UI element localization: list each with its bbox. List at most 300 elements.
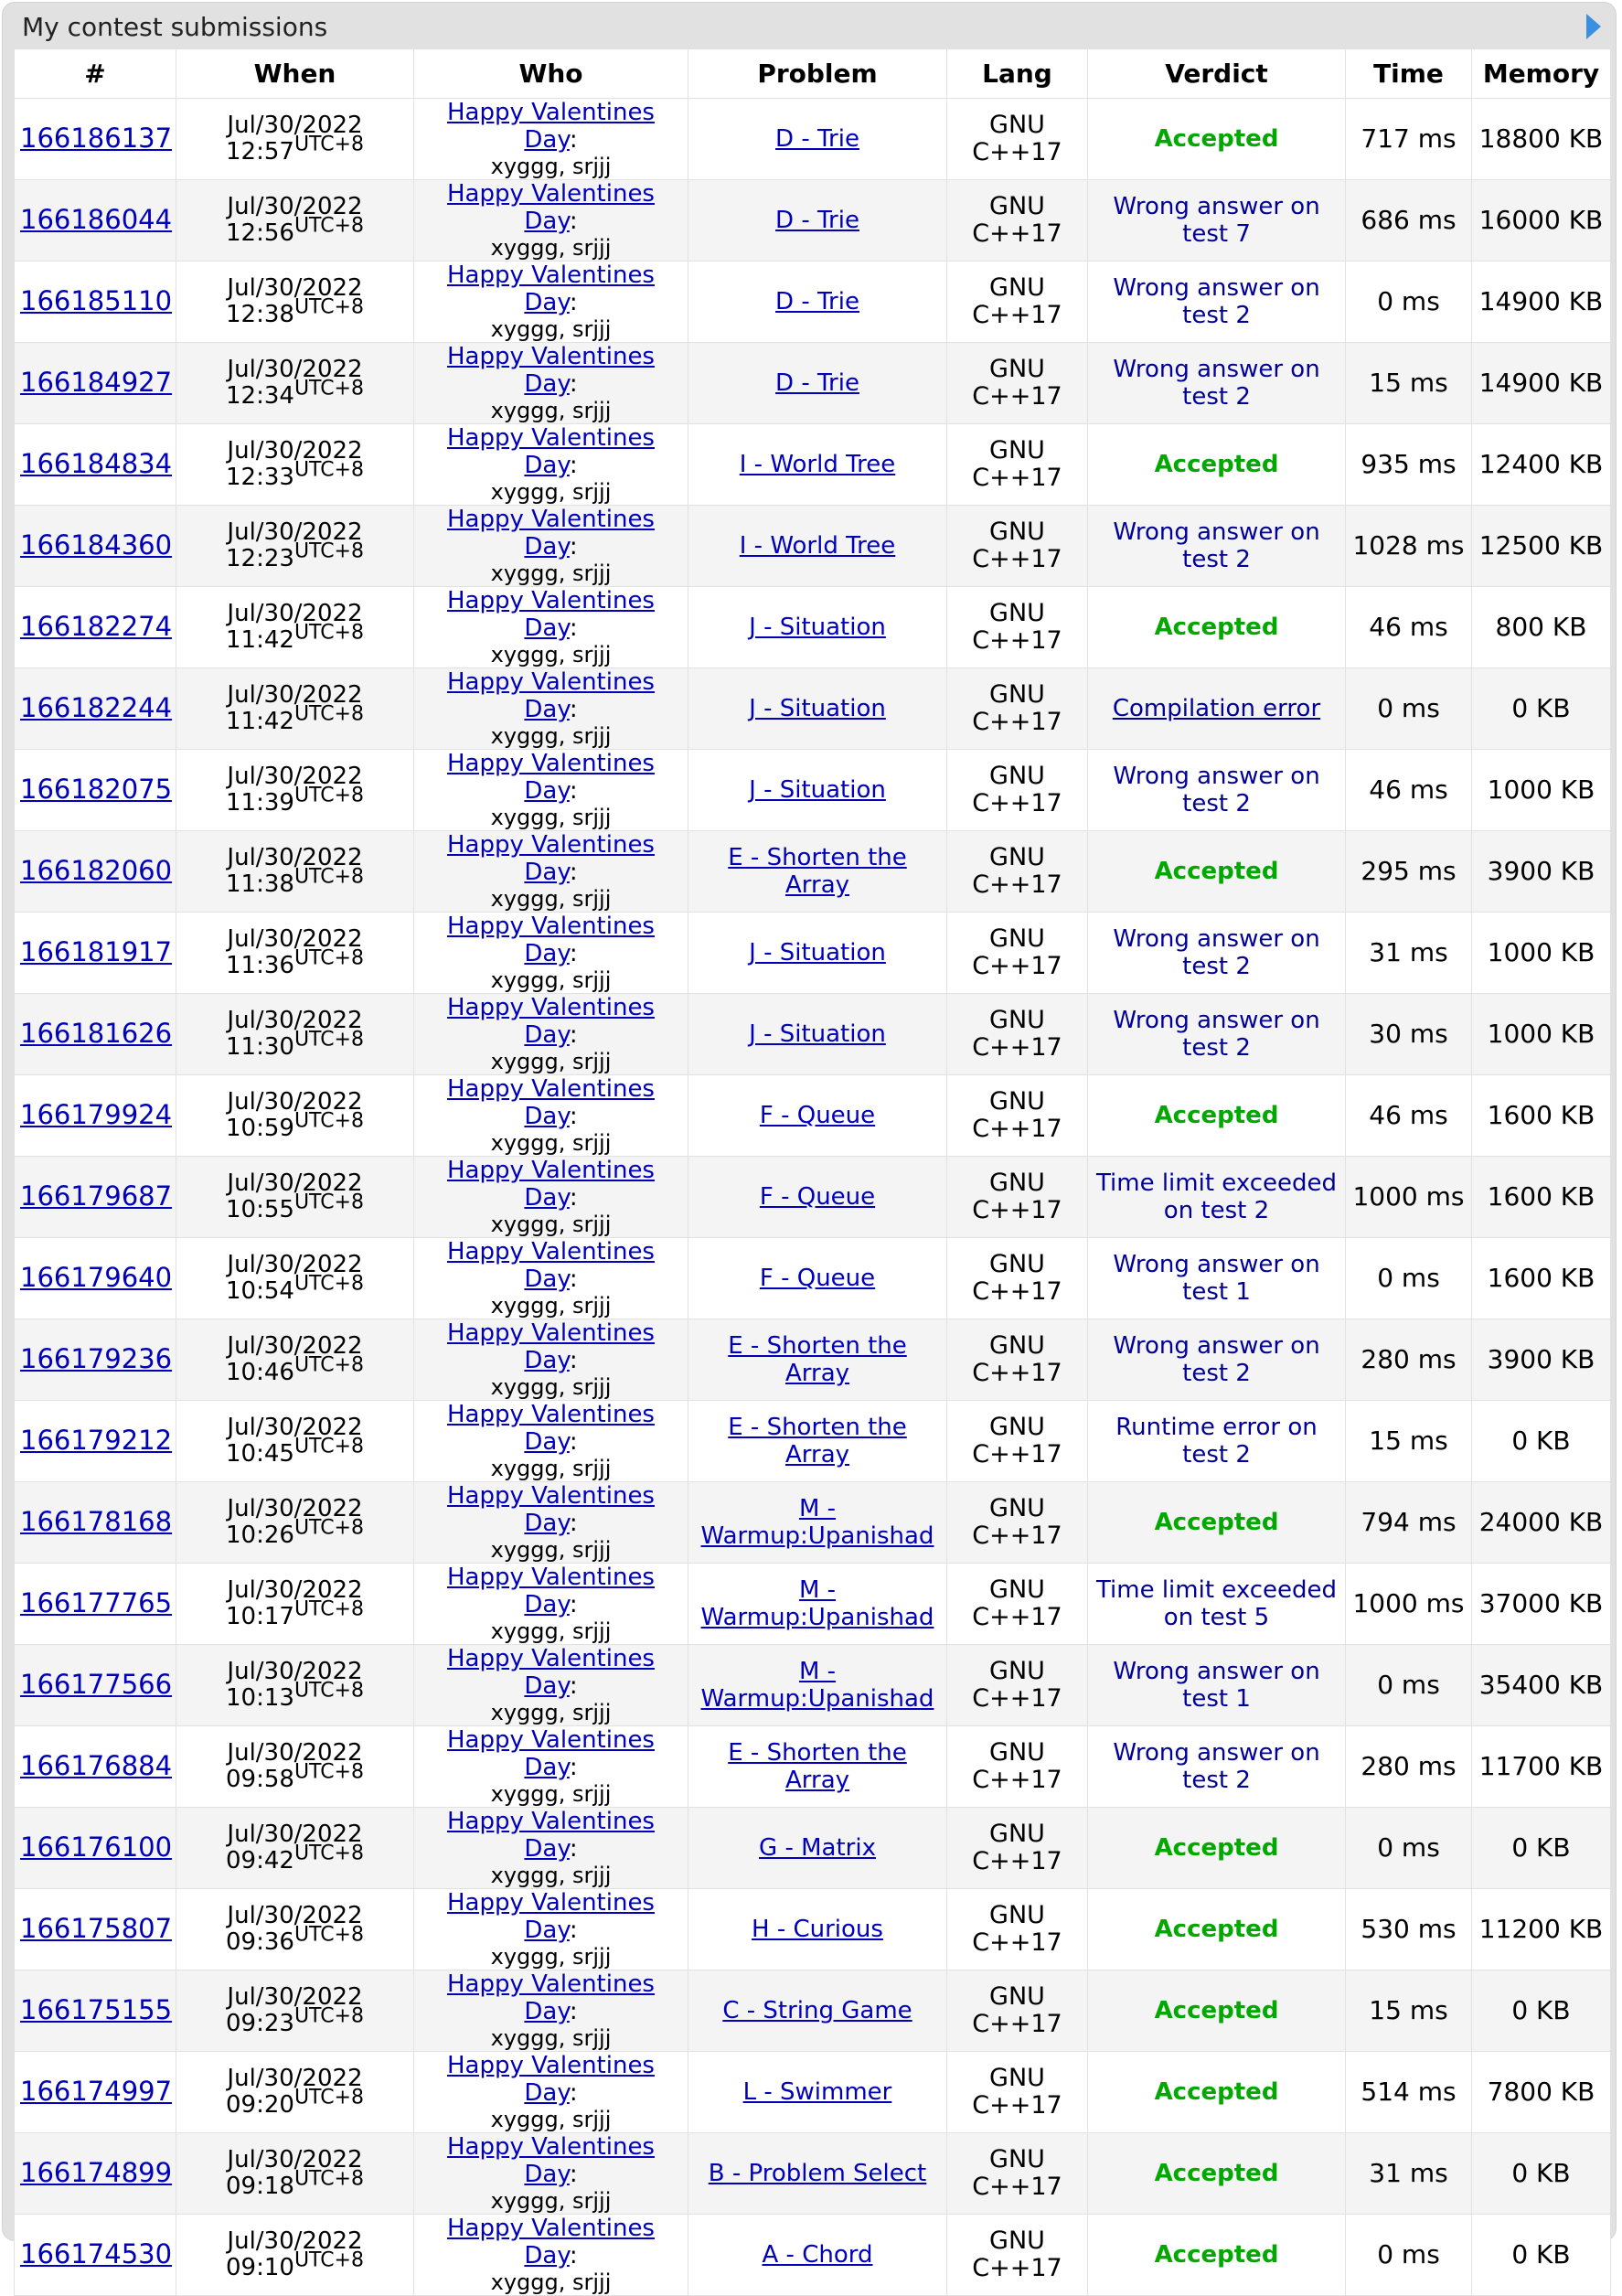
submission-date: Jul/30/2022 [227, 600, 363, 627]
verdict-cell [1088, 99, 1346, 180]
problem-link[interactable]: D - Trie [775, 288, 859, 315]
team-colon: : [569, 2161, 578, 2188]
team-link[interactable]: Happy Valentines Day [447, 1564, 655, 1618]
lang-cell: GNU C++17 [947, 994, 1088, 1075]
problem-link[interactable]: D - Trie [775, 207, 859, 234]
memory-cell: 0 KB [1472, 2133, 1611, 2215]
team-members: xyggg, srjjj [490, 1863, 612, 1888]
submission-id-cell [15, 1482, 176, 1564]
submission-time: 10:17 [226, 1603, 294, 1630]
time-cell: 0 ms [1346, 1645, 1472, 1726]
submission-time: 11:39 [226, 789, 294, 817]
submission-id-cell [15, 831, 176, 913]
submission-time: 10:55 [226, 1196, 294, 1223]
who-cell [414, 1726, 688, 1808]
time-cell: 30 ms [1346, 994, 1472, 1075]
timezone-label: UTC+8 [293, 865, 364, 889]
table-row [15, 2052, 1611, 2133]
problem-link[interactable]: C - String Game [722, 1997, 912, 2024]
submission-id-cell [15, 343, 176, 424]
who-cell [414, 913, 688, 994]
team-link[interactable]: Happy Valentines Day [447, 1401, 655, 1456]
problem-link[interactable]: F - Queue [759, 1265, 876, 1292]
timezone-label: UTC+8 [293, 1353, 364, 1377]
problem-cell [688, 1889, 947, 1970]
memory-cell: 11700 KB [1472, 1726, 1611, 1808]
column-header-verdict: Verdict [1088, 49, 1346, 99]
who-cell [414, 750, 688, 831]
submission-time: 09:23 [226, 2010, 294, 2037]
problem-cell [688, 1726, 947, 1808]
team-colon: : [569, 1754, 578, 1781]
team-members: xyggg, srjjj [490, 1700, 612, 1725]
team-link[interactable]: Happy Valentines Day [447, 994, 655, 1049]
team-colon: : [569, 370, 578, 398]
team-members: xyggg, srjjj [490, 1618, 612, 1644]
verdict-cell [1088, 1157, 1346, 1238]
timezone-label: UTC+8 [293, 621, 364, 645]
memory-cell: 3900 KB [1472, 1319, 1611, 1401]
team-link[interactable]: Happy Valentines Day [447, 1889, 655, 1944]
submission-id-cell [15, 1238, 176, 1319]
time-cell: 15 ms [1346, 1401, 1472, 1482]
lang-cell: GNU C++17 [947, 1808, 1088, 1889]
submission-time: 09:58 [226, 1766, 294, 1793]
lang-cell: GNU C++17 [947, 180, 1088, 262]
problem-cell [688, 1482, 947, 1564]
memory-cell: 14900 KB [1472, 262, 1611, 343]
problem-link[interactable]: A - Chord [762, 2241, 873, 2269]
submission-date: Jul/30/2022 [227, 1169, 363, 1197]
problem-cell [688, 2133, 947, 2215]
timezone-label: UTC+8 [293, 458, 364, 482]
submission-id-link[interactable]: 166184927 [20, 367, 173, 398]
verdict-rejected: Time limit exceeded on test 2 [1095, 1169, 1338, 1224]
team-link[interactable]: Happy Valentines Day [447, 1808, 655, 1863]
problem-link[interactable]: J - Situation [749, 939, 886, 966]
problem-cell [688, 1645, 947, 1726]
time-cell: 31 ms [1346, 2133, 1472, 2215]
problem-link[interactable]: E - Shorten the Array [728, 1332, 907, 1387]
team-members: xyggg, srjjj [490, 967, 612, 993]
verdict-rejected: Time limit exceeded on test 5 [1095, 1576, 1338, 1631]
timezone-label: UTC+8 [293, 214, 364, 238]
submission-id-link[interactable]: 166174997 [20, 2076, 173, 2107]
problem-link[interactable]: I - World Tree [739, 532, 896, 560]
team-link[interactable]: Happy Valentines Day [447, 2052, 655, 2107]
problem-link[interactable]: J - Situation [749, 614, 886, 641]
team-link[interactable]: Happy Valentines Day [447, 424, 655, 479]
problem-link[interactable]: L - Swimmer [742, 2078, 892, 2106]
verdict-rejected: Wrong answer on test 2 [1113, 356, 1320, 411]
lang-cell: GNU C++17 [947, 2215, 1088, 2296]
when-cell [176, 2052, 414, 2133]
table-header-row [15, 49, 1611, 99]
submission-id-link[interactable]: 166176884 [20, 1750, 173, 1781]
team-link[interactable]: Happy Valentines Day [447, 262, 655, 316]
problem-link[interactable]: B - Problem Select [708, 2160, 927, 2187]
team-colon: : [569, 1917, 578, 1944]
when-cell [176, 668, 414, 750]
verdict-accepted: Accepted [1154, 1102, 1279, 1129]
when-cell [176, 1401, 414, 1482]
lang-cell: GNU C++17 [947, 262, 1088, 343]
submission-date: Jul/30/2022 [227, 763, 363, 790]
table-row [15, 831, 1611, 913]
table-row [15, 994, 1611, 1075]
table-row [15, 1075, 1611, 1157]
submission-time: 10:54 [226, 1277, 294, 1305]
who-cell [414, 343, 688, 424]
verdict-cell [1088, 1889, 1346, 1970]
problem-link[interactable]: E - Shorten the Array [728, 844, 907, 899]
who-cell [414, 1889, 688, 1970]
problem-link[interactable]: M - Warmup:Upanishad [700, 1495, 934, 1550]
submission-id-link[interactable]: 166176100 [20, 1831, 173, 1863]
submission-id-link[interactable]: 166179924 [20, 1099, 173, 1130]
team-link[interactable]: Happy Valentines Day [447, 668, 655, 723]
submission-id-link[interactable]: 166182244 [20, 692, 173, 723]
submission-id-link[interactable]: 166174899 [20, 2157, 173, 2188]
time-cell: 31 ms [1346, 913, 1472, 994]
team-members: xyggg, srjjj [490, 316, 612, 342]
table-row [15, 262, 1611, 343]
submission-date: Jul/30/2022 [227, 193, 363, 220]
who-cell [414, 1401, 688, 1482]
when-cell [176, 1808, 414, 1889]
timezone-label: UTC+8 [293, 1191, 364, 1214]
problem-link[interactable]: J - Situation [749, 1020, 886, 1048]
verdict-cell [1088, 2052, 1346, 2133]
problem-cell [688, 1075, 947, 1157]
time-cell: 15 ms [1346, 343, 1472, 424]
submission-time: 09:42 [226, 1847, 294, 1874]
team-members: xyggg, srjjj [490, 154, 612, 179]
problem-link[interactable]: F - Queue [759, 1102, 876, 1129]
who-cell [414, 1808, 688, 1889]
submission-id-cell [15, 262, 176, 343]
when-cell [176, 1075, 414, 1157]
lang-cell: GNU C++17 [947, 1319, 1088, 1401]
verdict-link[interactable]: Compilation error [1112, 695, 1321, 722]
problem-cell [688, 1157, 947, 1238]
team-link[interactable]: Happy Valentines Day [447, 2133, 655, 2188]
lang-cell: GNU C++17 [947, 99, 1088, 180]
time-cell: 46 ms [1346, 1075, 1472, 1157]
submission-date: Jul/30/2022 [227, 1739, 363, 1767]
table-row [15, 1238, 1611, 1319]
submission-date: Jul/30/2022 [227, 1332, 363, 1360]
submission-id-link[interactable]: 166174530 [20, 2238, 173, 2269]
time-cell: 794 ms [1346, 1482, 1472, 1564]
verdict-rejected: Wrong answer on test 7 [1113, 193, 1320, 248]
team-colon: : [569, 452, 578, 479]
team-link[interactable]: Happy Valentines Day [447, 99, 655, 154]
team-link[interactable]: Happy Valentines Day [447, 1319, 655, 1374]
verdict-cell [1088, 262, 1346, 343]
table-row [15, 180, 1611, 262]
verdict-accepted: Accepted [1154, 2241, 1279, 2269]
problem-link[interactable]: E - Shorten the Array [728, 1414, 907, 1468]
column-header-when: When [176, 49, 414, 99]
team-link[interactable]: Happy Valentines Day [447, 831, 655, 886]
time-cell: 935 ms [1346, 424, 1472, 506]
team-members: xyggg, srjjj [490, 805, 612, 830]
team-link[interactable]: Happy Valentines Day [447, 1482, 655, 1537]
panel-caption: My contest submissions [22, 12, 328, 42]
submission-id-cell [15, 1889, 176, 1970]
lang-cell: GNU C++17 [947, 506, 1088, 587]
problem-link[interactable]: M - Warmup:Upanishad [700, 1576, 934, 1631]
table-row [15, 587, 1611, 668]
timezone-label: UTC+8 [293, 1760, 364, 1784]
problem-cell [688, 913, 947, 994]
when-cell [176, 750, 414, 831]
team-members: xyggg, srjjj [490, 561, 612, 586]
team-link[interactable]: Happy Valentines Day [447, 180, 655, 235]
time-cell: 686 ms [1346, 180, 1472, 262]
timezone-label: UTC+8 [293, 2004, 364, 2028]
submissions-panel [2, 2, 1617, 2295]
submission-time: 10:13 [226, 1684, 294, 1712]
submission-time: 09:36 [226, 1928, 294, 1956]
submission-id-link[interactable]: 166175807 [20, 1913, 173, 1944]
verdict-rejected: Wrong answer on test 2 [1113, 763, 1320, 817]
submission-date: Jul/30/2022 [227, 2065, 363, 2092]
submission-time: 12:33 [226, 464, 294, 491]
submission-time: 09:10 [226, 2254, 294, 2281]
table-row [15, 1319, 1611, 1401]
lang-cell: GNU C++17 [947, 1726, 1088, 1808]
team-members: xyggg, srjjj [490, 235, 612, 261]
memory-cell: 0 KB [1472, 1808, 1611, 1889]
problem-cell [688, 587, 947, 668]
when-cell [176, 1726, 414, 1808]
verdict-cell [1088, 994, 1346, 1075]
memory-cell: 11200 KB [1472, 1889, 1611, 1970]
submission-id-cell [15, 994, 176, 1075]
team-members: xyggg, srjjj [490, 1293, 612, 1319]
submission-id-link[interactable]: 166177566 [20, 1669, 173, 1700]
submission-time: 11:30 [226, 1033, 294, 1061]
submission-id-cell [15, 668, 176, 750]
timezone-label: UTC+8 [293, 1109, 364, 1133]
submission-time: 11:36 [226, 952, 294, 979]
verdict-rejected: Runtime error on test 2 [1115, 1414, 1318, 1468]
submission-id-cell [15, 1319, 176, 1401]
verdict-accepted: Accepted [1154, 614, 1279, 641]
memory-cell: 1000 KB [1472, 913, 1611, 994]
column-header-time: Time [1346, 49, 1472, 99]
table-row [15, 506, 1611, 587]
submission-id-link[interactable]: 166177765 [20, 1587, 173, 1618]
problem-link[interactable]: G - Matrix [759, 1834, 876, 1862]
team-colon: : [569, 940, 578, 967]
submission-id-link[interactable]: 166185110 [20, 285, 173, 316]
verdict-cell [1088, 668, 1346, 750]
problem-link[interactable]: E - Shorten the Array [728, 1739, 907, 1794]
submission-id-link[interactable]: 166184360 [20, 529, 173, 561]
problem-cell [688, 1808, 947, 1889]
team-colon: : [569, 208, 578, 235]
submission-id-cell [15, 1075, 176, 1157]
verdict-cell [1088, 1564, 1346, 1645]
submission-id-cell [15, 99, 176, 180]
problem-link[interactable]: H - Curious [752, 1916, 883, 1943]
when-cell [176, 262, 414, 343]
who-cell [414, 1319, 688, 1401]
submission-id-link[interactable]: 166181917 [20, 936, 173, 967]
submission-time: 11:42 [226, 708, 294, 735]
verdict-rejected: Wrong answer on test 2 [1113, 1332, 1320, 1387]
column-header-problem: Problem [688, 49, 947, 99]
team-colon: : [569, 696, 578, 723]
team-colon: : [569, 1021, 578, 1049]
column-header-lang: Lang [947, 49, 1088, 99]
who-cell [414, 1645, 688, 1726]
submission-date: Jul/30/2022 [227, 437, 363, 465]
submission-id-cell [15, 424, 176, 506]
table-row [15, 913, 1611, 994]
lang-cell: GNU C++17 [947, 1564, 1088, 1645]
lang-cell: GNU C++17 [947, 831, 1088, 913]
verdict-cell [1088, 2215, 1346, 2296]
submission-date: Jul/30/2022 [227, 1414, 363, 1441]
time-cell: 0 ms [1346, 668, 1472, 750]
submission-id-link[interactable]: 166179687 [20, 1180, 173, 1212]
submission-time: 12:57 [226, 138, 294, 166]
team-link[interactable]: Happy Valentines Day [447, 1075, 655, 1130]
submission-id-link[interactable]: 166186044 [20, 204, 173, 235]
team-link[interactable]: Happy Valentines Day [447, 587, 655, 642]
submission-id-link[interactable]: 166181626 [20, 1018, 173, 1049]
verdict-cell [1088, 1401, 1346, 1482]
submission-id-link[interactable]: 166182274 [20, 611, 173, 642]
verdict-accepted: Accepted [1154, 2160, 1279, 2187]
lang-cell: GNU C++17 [947, 2133, 1088, 2215]
lang-cell: GNU C++17 [947, 1075, 1088, 1157]
verdict-cell [1088, 1726, 1346, 1808]
when-cell [176, 424, 414, 506]
time-cell: 1000 ms [1346, 1564, 1472, 1645]
when-cell [176, 1645, 414, 1726]
who-cell [414, 2133, 688, 2215]
column-header-who: Who [414, 49, 688, 99]
when-cell [176, 2133, 414, 2215]
who-cell [414, 506, 688, 587]
team-members: xyggg, srjjj [490, 2025, 612, 2051]
team-members: xyggg, srjjj [490, 886, 612, 912]
team-members: xyggg, srjjj [490, 479, 612, 505]
lang-cell: GNU C++17 [947, 1645, 1088, 1726]
problem-link[interactable]: J - Situation [749, 695, 886, 722]
verdict-cell [1088, 913, 1346, 994]
when-cell [176, 343, 414, 424]
team-link[interactable]: Happy Valentines Day [447, 1157, 655, 1212]
verdict-accepted: Accepted [1154, 858, 1279, 885]
submission-id-link[interactable]: 166182075 [20, 774, 173, 805]
submission-date: Jul/30/2022 [227, 1658, 363, 1685]
verdict-cell [1088, 587, 1346, 668]
lang-cell: GNU C++17 [947, 668, 1088, 750]
problem-link[interactable]: D - Trie [775, 125, 859, 153]
submission-date: Jul/30/2022 [227, 1088, 363, 1116]
column-header-id: # [15, 49, 176, 99]
timezone-label: UTC+8 [293, 377, 364, 400]
submission-id-cell [15, 1401, 176, 1482]
memory-cell: 7800 KB [1472, 2052, 1611, 2133]
table-row [15, 1157, 1611, 1238]
table-row [15, 1482, 1611, 1564]
who-cell [414, 1564, 688, 1645]
problem-cell [688, 343, 947, 424]
when-cell [176, 1238, 414, 1319]
team-members: xyggg, srjjj [490, 2107, 612, 2132]
time-cell: 295 ms [1346, 831, 1472, 913]
team-members: xyggg, srjjj [490, 1781, 612, 1807]
submission-id-cell [15, 913, 176, 994]
submission-id-cell [15, 2052, 176, 2133]
team-colon: : [569, 1510, 578, 1537]
submission-id-link[interactable]: 166179640 [20, 1262, 173, 1293]
team-link[interactable]: Happy Valentines Day [447, 1238, 655, 1293]
submission-id-link[interactable]: 166184834 [20, 448, 173, 479]
submission-id-link[interactable]: 166179212 [20, 1425, 173, 1456]
table-row [15, 343, 1611, 424]
timezone-label: UTC+8 [293, 2248, 364, 2272]
submission-id-link[interactable]: 166186137 [20, 123, 173, 154]
submission-id-link[interactable]: 166178168 [20, 1506, 173, 1537]
team-link[interactable]: Happy Valentines Day [447, 913, 655, 967]
expand-arrow-icon[interactable] [1586, 14, 1601, 39]
problem-link[interactable]: D - Trie [775, 369, 859, 397]
team-link[interactable]: Happy Valentines Day [447, 2215, 655, 2269]
submission-date: Jul/30/2022 [227, 1983, 363, 2011]
verdict-rejected: Wrong answer on test 2 [1113, 274, 1320, 329]
submission-id-cell [15, 180, 176, 262]
when-cell [176, 1319, 414, 1401]
verdict-rejected: Wrong answer on test 1 [1113, 1658, 1320, 1713]
submission-date: Jul/30/2022 [227, 2227, 363, 2255]
submission-id-cell [15, 1564, 176, 1645]
memory-cell: 0 KB [1472, 1970, 1611, 2052]
team-colon: : [569, 614, 578, 642]
problem-link[interactable]: F - Queue [759, 1183, 876, 1211]
team-link[interactable]: Happy Valentines Day [447, 1970, 655, 2025]
team-link[interactable]: Happy Valentines Day [447, 1726, 655, 1781]
problem-link[interactable]: I - World Tree [739, 451, 896, 478]
team-link[interactable]: Happy Valentines Day [447, 750, 655, 805]
submission-id-cell [15, 1645, 176, 1726]
verdict-cell [1088, 1970, 1346, 2052]
team-link[interactable]: Happy Valentines Day [447, 1645, 655, 1700]
problem-link[interactable]: M - Warmup:Upanishad [700, 1658, 934, 1713]
submission-id-link[interactable]: 166179236 [20, 1343, 173, 1374]
timezone-label: UTC+8 [293, 539, 364, 563]
lang-cell: GNU C++17 [947, 1401, 1088, 1482]
submission-date: Jul/30/2022 [227, 356, 363, 383]
submission-id-link[interactable]: 166175155 [20, 1994, 173, 2025]
submission-date: Jul/30/2022 [227, 1007, 363, 1034]
submission-id-link[interactable]: 166182060 [20, 855, 173, 886]
problem-link[interactable]: J - Situation [749, 776, 886, 804]
team-colon: : [569, 2079, 578, 2107]
team-members: xyggg, srjjj [490, 1374, 612, 1400]
lang-cell: GNU C++17 [947, 1889, 1088, 1970]
team-link[interactable]: Happy Valentines Day [447, 506, 655, 561]
table-row [15, 1889, 1611, 1970]
team-link[interactable]: Happy Valentines Day [447, 343, 655, 398]
